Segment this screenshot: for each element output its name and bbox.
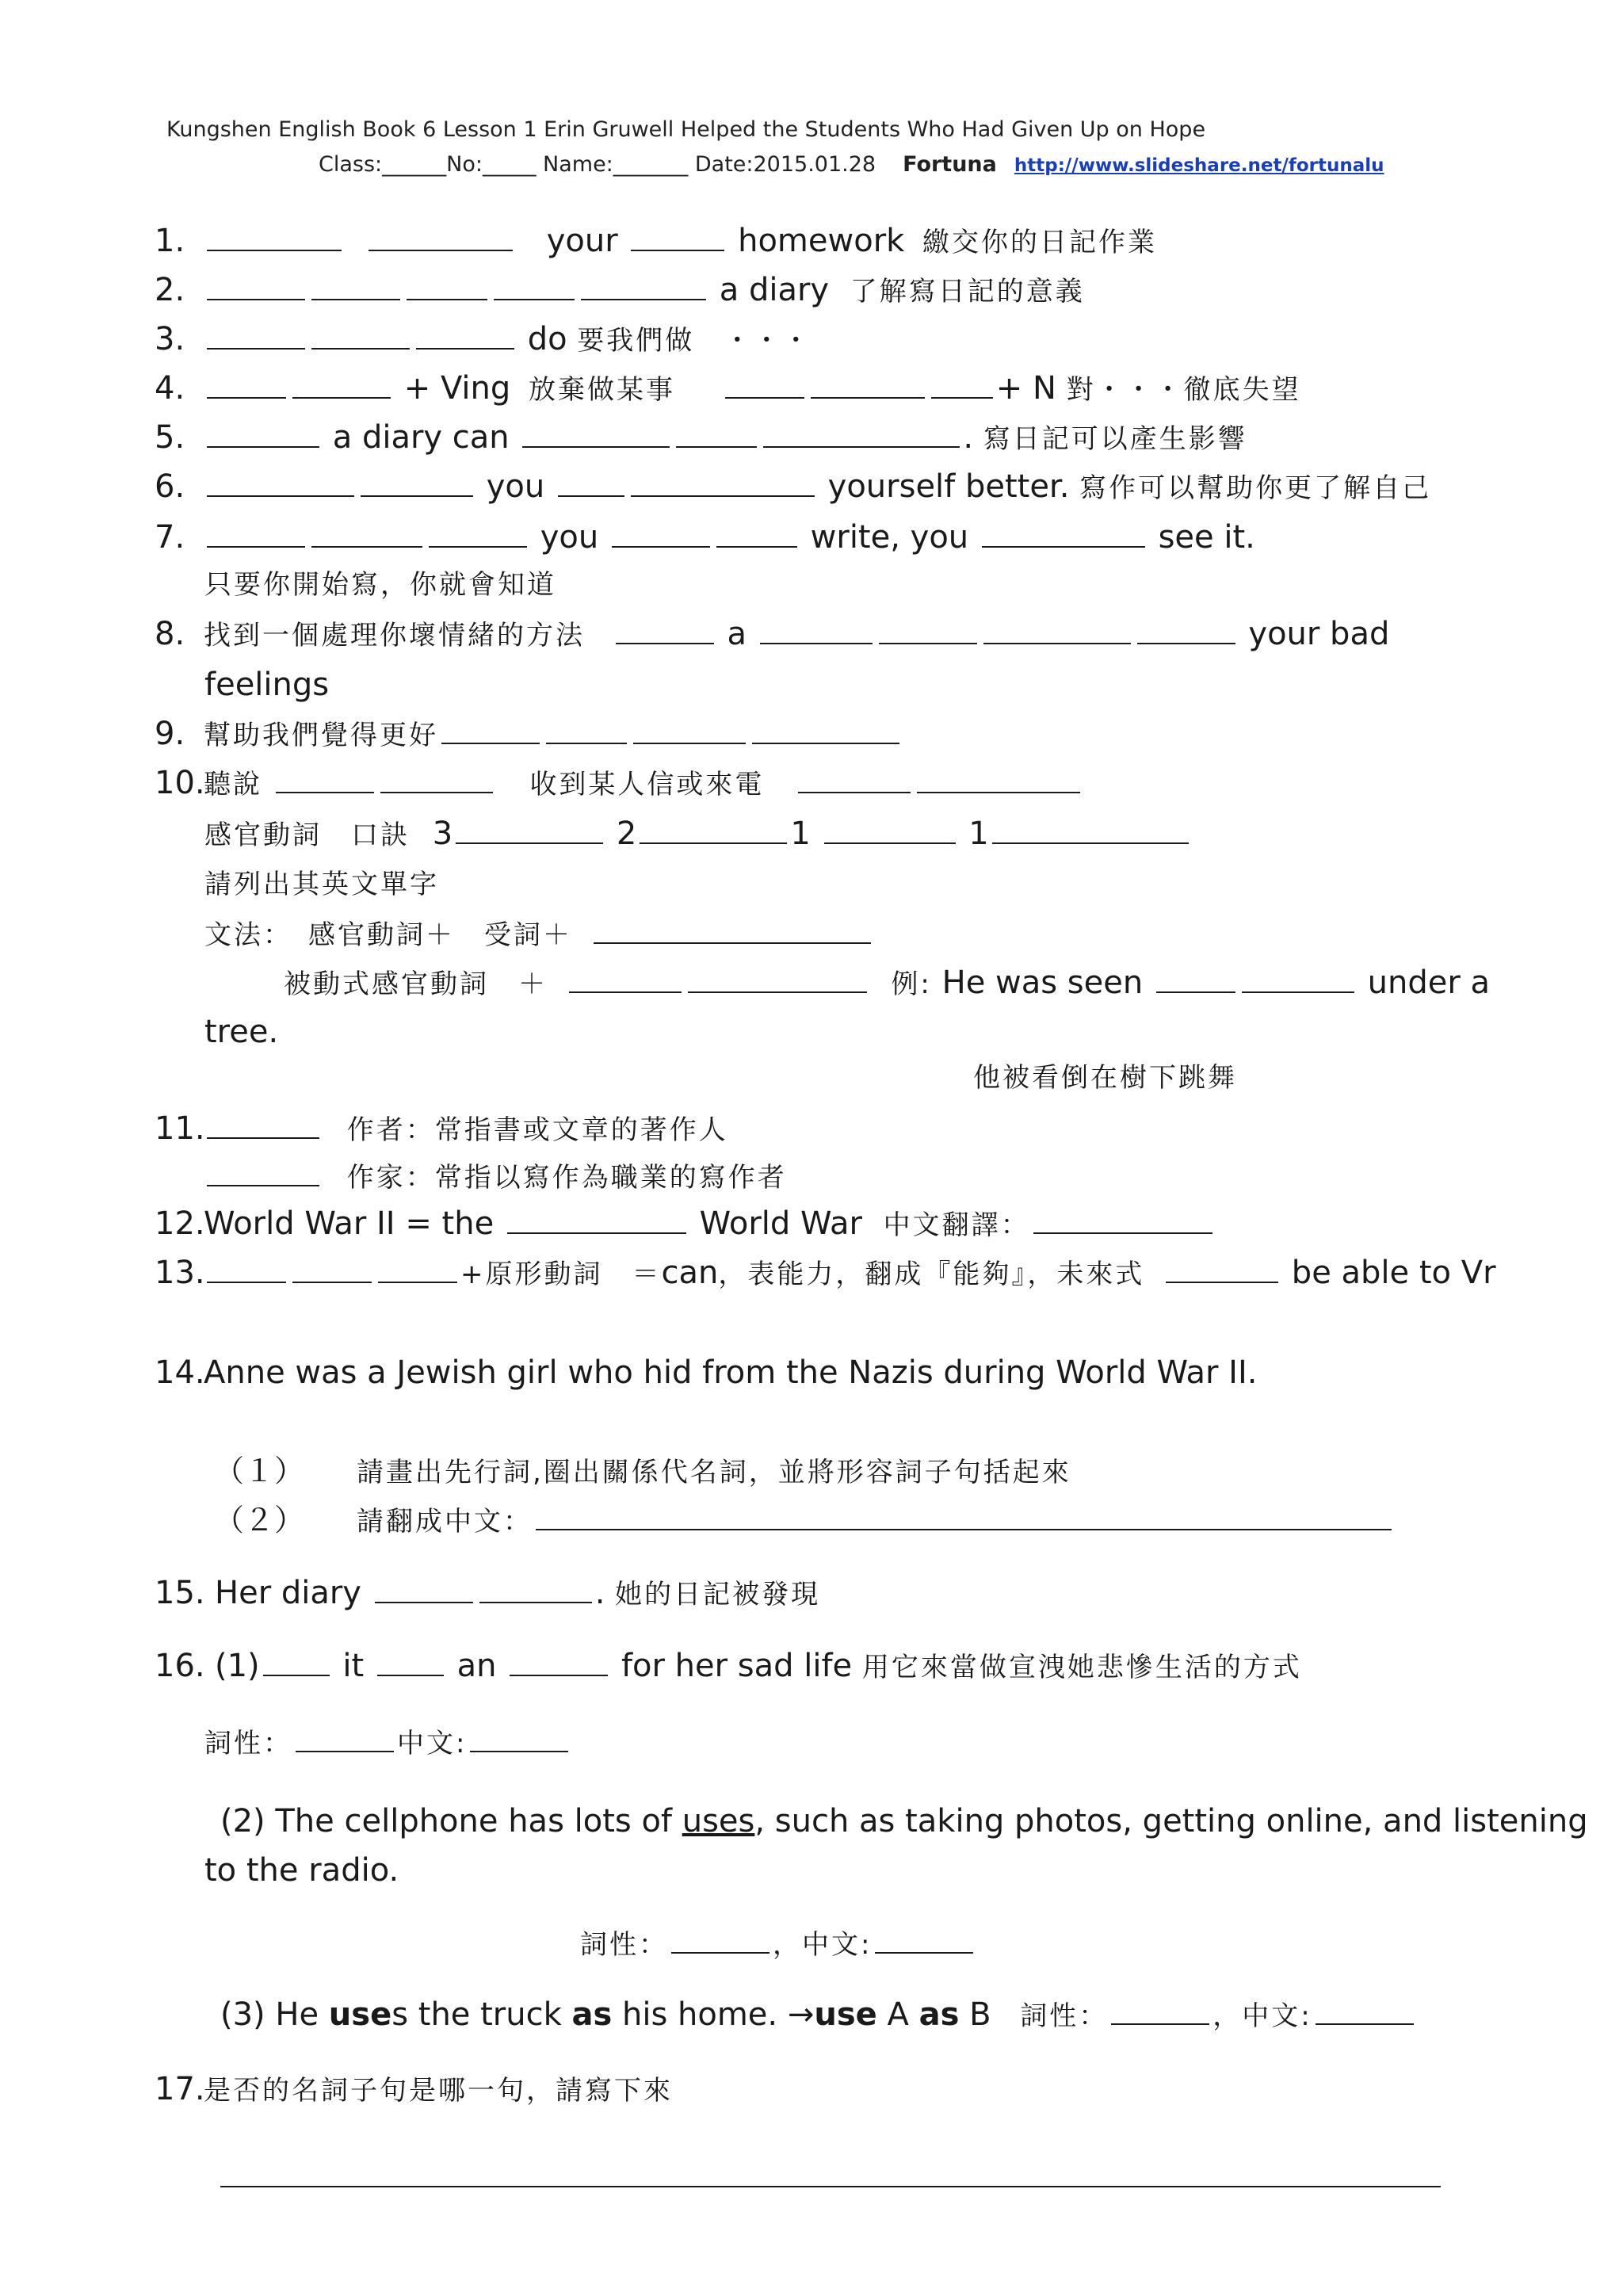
answer-blank[interactable] bbox=[207, 418, 319, 448]
pos-label: 詞性： bbox=[1020, 2000, 1109, 2032]
part-instruction: 請翻成中文： bbox=[357, 1506, 533, 1538]
meaning-label: ，中文: bbox=[773, 1929, 873, 1961]
item-chinese: 找到一個處理你壞情緒的方法 bbox=[204, 620, 585, 651]
answer-blank[interactable] bbox=[361, 467, 473, 497]
answer-blank[interactable] bbox=[441, 714, 540, 744]
item-number: 17. bbox=[155, 2071, 205, 2107]
part-text: A bbox=[876, 1996, 919, 2033]
item-number: 1. bbox=[155, 223, 185, 259]
item-text: homework bbox=[738, 223, 905, 259]
answer-blank[interactable] bbox=[207, 1253, 286, 1283]
bold-word: as bbox=[571, 1996, 613, 2033]
answer-blank[interactable] bbox=[917, 763, 1080, 793]
item-chinese: 繳交你的日記作業 bbox=[922, 227, 1158, 258]
answer-blank[interactable] bbox=[522, 418, 670, 448]
part-label: (1) bbox=[215, 1648, 260, 1684]
answer-blank[interactable] bbox=[456, 814, 603, 844]
item-number: 10. bbox=[155, 765, 205, 801]
answer-blank[interactable] bbox=[407, 270, 487, 300]
answer-blank[interactable] bbox=[416, 319, 514, 350]
item-chinese: 中文翻譯： bbox=[883, 1209, 1030, 1241]
item-text: an bbox=[456, 1648, 497, 1684]
list-prompt: 請列出其英文單字 bbox=[204, 869, 439, 900]
item-13 bbox=[155, 1252, 1496, 1295]
item-6 bbox=[155, 466, 1431, 509]
pos-label: 詞性： bbox=[580, 1929, 668, 1961]
answer-blank[interactable] bbox=[982, 518, 1145, 548]
item-4 bbox=[155, 368, 1301, 411]
item-text: do bbox=[527, 321, 567, 357]
item-9 bbox=[155, 713, 903, 756]
item-chinese: 作家：常指以寫作為職業的寫作者 bbox=[346, 1162, 787, 1194]
answer-blank[interactable] bbox=[311, 270, 400, 300]
item-text: . bbox=[594, 1575, 605, 1611]
item-11-second bbox=[204, 1156, 787, 1198]
answer-blank[interactable] bbox=[1137, 614, 1235, 644]
item-16-part-3 bbox=[220, 1994, 1417, 2037]
part-text: s the truck bbox=[391, 1996, 572, 2033]
item-text: + N bbox=[995, 370, 1056, 407]
item-number: 3. bbox=[155, 321, 185, 357]
count: 3 bbox=[432, 816, 453, 852]
item-number: 12. bbox=[155, 1205, 205, 1242]
part-text: B bbox=[959, 1996, 991, 2033]
item-8-continuation: feelings bbox=[204, 667, 330, 703]
part-text: , such as taking photos, getting online, and listening bbox=[754, 1803, 1588, 1839]
count: 1 bbox=[968, 816, 989, 852]
item-number: 15. bbox=[155, 1575, 205, 1611]
answer-blank[interactable] bbox=[207, 518, 305, 548]
item-10 bbox=[155, 762, 1083, 805]
item-16-part-2 bbox=[220, 1801, 1588, 1843]
answer-blank[interactable] bbox=[671, 1924, 769, 1954]
example-text: under a bbox=[1367, 965, 1491, 1001]
answer-blank[interactable] bbox=[207, 467, 354, 497]
example-continuation: tree. bbox=[204, 1014, 279, 1050]
item-text: write, you bbox=[810, 519, 969, 556]
meaning-label: ，中文: bbox=[1212, 2000, 1312, 2032]
answer-blank[interactable] bbox=[1156, 963, 1235, 993]
example-label: 例: bbox=[891, 968, 932, 1000]
item-3 bbox=[155, 319, 812, 361]
answer-blank[interactable] bbox=[798, 763, 911, 793]
item-number: 13. bbox=[155, 1255, 205, 1291]
pos-label: 詞性： bbox=[204, 1728, 292, 1759]
answer-blank[interactable] bbox=[207, 1109, 319, 1139]
item-text: World War bbox=[699, 1205, 862, 1242]
answer-blank[interactable] bbox=[292, 369, 391, 399]
bold-word: as bbox=[918, 1996, 960, 2033]
class-info: Class:______No:_____ Name:_______ Date:2015.01.28 bbox=[319, 152, 876, 177]
answer-blank[interactable] bbox=[507, 1204, 686, 1234]
item-17 bbox=[155, 2069, 673, 2111]
passive-rule: 被動式感官動詞 ＋ bbox=[284, 968, 548, 1000]
item-text: + Ving bbox=[403, 370, 511, 407]
answer-blank[interactable] bbox=[207, 1156, 319, 1186]
answer-blank[interactable] bbox=[207, 369, 286, 399]
bold-word: use bbox=[814, 1996, 877, 2033]
bold-word: use bbox=[328, 1996, 392, 2033]
item-chinese: 她的日記被發現 bbox=[615, 1579, 821, 1610]
item-16-pos-2 bbox=[580, 1923, 976, 1966]
example-chinese: 他被看倒在樹下跳舞 bbox=[973, 1062, 1237, 1094]
answer-blank[interactable] bbox=[510, 1646, 608, 1676]
answer-blank[interactable] bbox=[479, 1573, 592, 1603]
part-label: （２） bbox=[214, 1503, 305, 1538]
item-8 bbox=[155, 613, 1389, 656]
item-text: a bbox=[727, 616, 747, 652]
answer-blank[interactable] bbox=[688, 963, 867, 993]
item-2 bbox=[155, 269, 1085, 312]
item-text: your bad bbox=[1248, 616, 1390, 652]
answer-blank[interactable] bbox=[569, 963, 682, 993]
item-text: it bbox=[342, 1648, 365, 1684]
answer-blank[interactable] bbox=[879, 614, 977, 644]
item-chinese: 放棄做某事 bbox=[529, 374, 676, 406]
item-number: 2. bbox=[155, 272, 185, 308]
answer-blank[interactable] bbox=[612, 518, 710, 548]
item-11 bbox=[155, 1108, 728, 1151]
worksheet-title: Kungshen English Book 6 Lesson 1 Erin Gruwell Helped the Students Who Had Given Up on Hope bbox=[166, 117, 1206, 142]
item-number: 6. bbox=[155, 468, 185, 505]
answer-blank[interactable] bbox=[207, 221, 342, 251]
item-7 bbox=[155, 517, 1255, 560]
answer-blank[interactable] bbox=[546, 714, 627, 744]
answer-blank[interactable] bbox=[725, 369, 804, 399]
item-text: your bbox=[546, 223, 618, 259]
answer-blank[interactable] bbox=[763, 418, 960, 448]
answer-blank[interactable] bbox=[311, 319, 410, 350]
item-chinese: 作者：常指書或文章的著作人 bbox=[346, 1114, 728, 1146]
mnemonic-label: 感官動詞 口訣 bbox=[204, 819, 410, 851]
answer-blank[interactable] bbox=[207, 319, 305, 350]
item-text: be able to Vr bbox=[1291, 1255, 1496, 1291]
item-number: 7. bbox=[155, 519, 185, 556]
translation-blank[interactable] bbox=[536, 1500, 1392, 1530]
answer-blank[interactable] bbox=[992, 814, 1189, 844]
answer-blank[interactable] bbox=[631, 467, 815, 497]
answer-blank[interactable] bbox=[311, 518, 422, 548]
item-16-pos-1 bbox=[204, 1721, 571, 1764]
item-text: Her diary bbox=[215, 1575, 361, 1611]
item-chinese: 寫日記可以產生影響 bbox=[983, 423, 1247, 455]
item-chinese: +原形動詞 ＝ bbox=[460, 1259, 662, 1290]
answer-blank[interactable] bbox=[1033, 1204, 1212, 1234]
item-7-chinese: 只要你開始寫，你就會知道 bbox=[204, 569, 556, 601]
answer-blank[interactable] bbox=[296, 1722, 394, 1752]
item-chinese: 要我們做 ・・・ bbox=[577, 325, 812, 357]
answer-blank[interactable] bbox=[558, 467, 624, 497]
answer-blank[interactable] bbox=[276, 763, 374, 793]
part-text: his home. → bbox=[612, 1996, 815, 2033]
answer-blank[interactable] bbox=[375, 1573, 473, 1603]
answer-blank[interactable] bbox=[875, 1924, 973, 1954]
answer-blank[interactable] bbox=[380, 763, 493, 793]
meaning-label: 中文: bbox=[397, 1728, 468, 1759]
answer-blank[interactable] bbox=[581, 270, 706, 300]
answer-blank[interactable] bbox=[824, 814, 956, 844]
count: 1 bbox=[790, 816, 811, 852]
answer-blank[interactable] bbox=[369, 221, 513, 251]
item-number: 5. bbox=[155, 419, 185, 456]
grammar-rule: 文法： 感官動詞＋ 受詞＋ bbox=[204, 919, 572, 951]
answer-blank[interactable] bbox=[377, 1646, 444, 1676]
answer-blank[interactable] bbox=[1111, 1995, 1209, 2025]
answer-blank[interactable] bbox=[292, 1253, 372, 1283]
part-label: （１） bbox=[214, 1454, 305, 1488]
item-chinese: 幫助我們覺得更好 bbox=[204, 720, 438, 751]
answer-blank[interactable] bbox=[594, 914, 871, 944]
item-sentence: Anne was a Jewish girl who hid from the Nazis during World War II. bbox=[204, 1354, 1258, 1391]
answer-blank[interactable] bbox=[263, 1646, 330, 1676]
item-text: a diary can bbox=[332, 419, 510, 456]
item-text: World War II = the bbox=[204, 1205, 495, 1242]
item-chinese: 收到某人信或來電 bbox=[529, 769, 765, 800]
answer-blank[interactable] bbox=[1166, 1253, 1278, 1283]
item-chinese: 了解寫日記的意義 bbox=[850, 276, 1085, 308]
item-16-part-2-continuation: to the radio. bbox=[204, 1852, 399, 1889]
part-instruction: 請畫出先行詞,圈出關係代名詞，並將形容詞子句括起來 bbox=[357, 1457, 1071, 1488]
item-number: 16. bbox=[155, 1648, 205, 1684]
item-chinese: 聽說 bbox=[204, 769, 262, 800]
item-text: you bbox=[486, 468, 545, 505]
item-14 bbox=[155, 1352, 1257, 1395]
item-number: 9. bbox=[155, 716, 185, 752]
item-text: yourself better. bbox=[827, 468, 1070, 505]
item-15 bbox=[155, 1572, 820, 1615]
answer-blank[interactable] bbox=[429, 518, 527, 548]
answer-blank[interactable] bbox=[752, 714, 899, 744]
item-14-part-2 bbox=[214, 1499, 1395, 1542]
grammar-line bbox=[204, 913, 874, 956]
item-5 bbox=[155, 417, 1247, 460]
answer-blank[interactable] bbox=[378, 1253, 457, 1283]
item-number: 11. bbox=[155, 1110, 205, 1147]
answer-blank[interactable] bbox=[1316, 1995, 1414, 2025]
mnemonic-line bbox=[204, 813, 1192, 856]
item-16 bbox=[155, 1645, 1302, 1688]
answer-blank[interactable] bbox=[716, 518, 797, 548]
item-text: a diary bbox=[719, 272, 830, 308]
item-1 bbox=[155, 220, 1157, 263]
part-text: (3) He bbox=[220, 1996, 329, 2033]
answer-blank[interactable] bbox=[983, 614, 1131, 644]
item-number: 14. bbox=[155, 1354, 205, 1391]
item-chinese: 對・・・徹底失望 bbox=[1066, 374, 1301, 406]
answer-blank[interactable] bbox=[633, 714, 746, 744]
item-number: 8. bbox=[155, 616, 185, 652]
item-text: see it. bbox=[1158, 519, 1255, 556]
answer-blank[interactable] bbox=[811, 369, 925, 399]
answer-blank[interactable] bbox=[931, 369, 993, 399]
item-text: can bbox=[661, 1255, 719, 1291]
answer-blank[interactable] bbox=[470, 1722, 568, 1752]
answer-blank[interactable] bbox=[1242, 963, 1354, 993]
passive-line bbox=[284, 962, 1490, 1005]
item-chinese: 用它來當做宣洩她悲慘生活的方式 bbox=[861, 1652, 1302, 1683]
answer-line[interactable] bbox=[220, 2186, 1441, 2187]
item-chinese: 寫作可以幫助你更了解自己 bbox=[1079, 472, 1432, 504]
source-link[interactable]: http://www.slideshare.net/fortunalu bbox=[1014, 155, 1384, 176]
item-text: for her sad life bbox=[621, 1648, 853, 1684]
answer-blank[interactable] bbox=[207, 270, 305, 300]
item-chinese: 是否的名詞子句是哪一句，請寫下來 bbox=[204, 2075, 673, 2107]
item-text: you bbox=[540, 519, 599, 556]
answer-blank[interactable] bbox=[631, 221, 724, 251]
author-name: Fortuna bbox=[903, 152, 997, 177]
student-info-line bbox=[319, 152, 1384, 177]
answer-blank[interactable] bbox=[640, 814, 787, 844]
item-number: 4. bbox=[155, 370, 185, 407]
item-text: . bbox=[963, 419, 974, 456]
item-12 bbox=[155, 1203, 1216, 1246]
part-text: (2) The cellphone has lots of bbox=[220, 1803, 682, 1839]
underlined-word: uses bbox=[682, 1803, 755, 1839]
count: 2 bbox=[616, 816, 637, 852]
answer-blank[interactable] bbox=[676, 418, 757, 448]
answer-blank[interactable] bbox=[760, 614, 873, 644]
answer-blank[interactable] bbox=[494, 270, 575, 300]
example-text: He was seen bbox=[941, 965, 1144, 1001]
item-14-part-1 bbox=[214, 1450, 1071, 1493]
item-chinese: ，表能力，翻成『能夠』，未來式 bbox=[718, 1259, 1145, 1290]
answer-blank[interactable] bbox=[616, 614, 714, 644]
